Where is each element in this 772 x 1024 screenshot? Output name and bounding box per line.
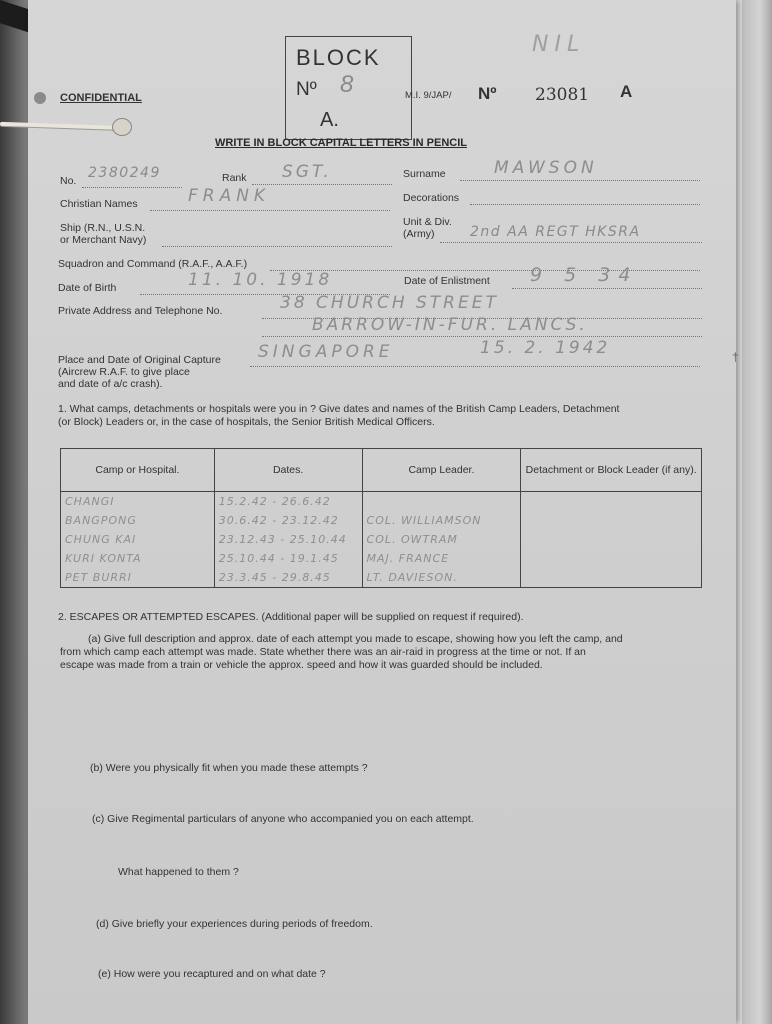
camp-cell: CHUNG KAI (61, 530, 215, 549)
header-detachment-leader: Detachment or Block Leader (if any). (521, 449, 702, 492)
block-stamp-box (285, 36, 412, 140)
decorations-label: Decorations (403, 192, 460, 204)
question-2a-line-3: escape was made from a train or vehicle the approx. speed and how it was guarded should be included. (60, 659, 543, 671)
block-word: BLOCK (296, 45, 381, 70)
rank-label: Rank (222, 172, 247, 184)
rank-value: SGT. (282, 162, 332, 182)
leader-cell (362, 492, 521, 512)
question-2a-line-2: from which camp each attempt was made. State whether there was an air-raid in progress at the time or not. If an (60, 646, 586, 658)
header-camp-leader: Camp Leader. (362, 449, 521, 492)
christian-names-value: FRANK (188, 186, 271, 206)
dob-value: 11. 10. 1918 (188, 270, 333, 290)
instruction-text: WRITE IN BLOCK CAPITAL LETTERS IN PENCIL (215, 137, 467, 149)
question-2d: (d) Give briefly your experiences during periods of freedom. (96, 918, 373, 930)
surname-value: MAWSON (494, 158, 598, 178)
question-1-line-2: (or Block) Leaders or, in the case of hospitals, the Senior British Medical Officers. (58, 416, 435, 428)
ref-suffix: A (620, 82, 633, 101)
back-sheet-edge (742, 0, 772, 1024)
question-2b: (b) Were you physically fit when you made these attempts ? (90, 762, 368, 774)
dob-label: Date of Birth (58, 282, 117, 294)
ref-code: M.I. 9/JAP/ (405, 90, 452, 101)
margin-mark: † (732, 350, 739, 364)
dates-cell: 23.12.43 - 25.10.44 (214, 530, 362, 549)
camp-cell: KURI KONTA (61, 549, 215, 568)
capture-label-3: and date of a/c crash). (58, 378, 163, 390)
detachment-cell (521, 549, 702, 568)
capture-place: SINGAPORE (258, 342, 394, 362)
leader-cell: COL. WILLIAMSON (362, 511, 521, 530)
dates-cell: 15.2.42 - 26.6.42 (214, 492, 362, 512)
nil-note: NIL (532, 32, 586, 57)
dates-cell: 25.10.44 - 19.1.45 (214, 549, 362, 568)
dates-cell: 30.6.42 - 23.12.42 (214, 511, 362, 530)
question-2e: (e) How were you recaptured and on what date ? (98, 968, 326, 980)
confidential-label: CONFIDENTIAL (60, 92, 142, 104)
block-letter: A. (320, 109, 339, 131)
address-line-2: BARROW-IN-FUR. LANCS. (312, 315, 588, 335)
detachment-cell (521, 511, 702, 530)
unit-label-1: Unit & Div. (403, 216, 452, 228)
table-row (61, 492, 702, 512)
block-no-value: 8 (340, 71, 354, 98)
detachment-cell (521, 530, 702, 549)
detachment-cell (521, 568, 702, 588)
christian-names-label: Christian Names (60, 198, 138, 210)
no-label: No. (60, 175, 77, 187)
table-row (61, 549, 702, 568)
capture-label-1: Place and Date of Original Capture (58, 354, 221, 366)
question-2-heading: 2. ESCAPES OR ATTEMPTED ESCAPES. (Additional paper will be supplied on request if required). (58, 611, 524, 623)
ship-label-2: or Merchant Navy) (60, 234, 147, 246)
ref-no-label: Nº (478, 84, 497, 103)
table-row (61, 530, 702, 549)
unit-label-2: (Army) (403, 228, 435, 240)
no-value: 2380249 (88, 165, 161, 181)
detachment-cell (521, 492, 702, 512)
dates-cell: 23.3.45 - 29.8.45 (214, 568, 362, 588)
capture-date: 15. 2. 1942 (480, 338, 611, 358)
camps-table (60, 448, 702, 588)
string-knot (112, 118, 132, 136)
ref-number: 23081 (535, 85, 590, 105)
capture-label-2: (Aircrew R.A.F. to give place (58, 366, 190, 378)
table-row (61, 511, 702, 530)
camp-cell: CHANGI (61, 492, 215, 512)
unit-value: 2nd AA REGT HKSRA (470, 224, 641, 240)
question-2a-line-1: (a) Give full description and approx. date of each attempt you made to escape, showing how you left the camp, and (88, 633, 623, 645)
squadron-label: Squadron and Command (R.A.F., A.A.F.) (58, 258, 248, 270)
question-2c-sub: What happened to them ? (118, 866, 239, 878)
question-1-line-1: 1. What camps, detachments or hospitals were you in ? Give dates and names of the British Camp Leaders, Detachment (58, 403, 620, 415)
block-no-label: Nº (296, 79, 317, 100)
table-row (61, 568, 702, 588)
question-2c: (c) Give Regimental particulars of anyone who accompanied you on each attempt. (92, 813, 474, 825)
enlistment-value: 9 5 34 (530, 264, 639, 286)
ship-label-1: Ship (R.N., U.S.N. (60, 222, 146, 234)
header-dates: Dates. (214, 449, 362, 492)
header-camp: Camp or Hospital. (61, 449, 215, 492)
address-label: Private Address and Telephone No. (58, 305, 223, 317)
leader-cell: LT. DAVIESON. (362, 568, 521, 588)
leader-cell: COL. OWTRAM (362, 530, 521, 549)
camp-cell: PET BURRI (61, 568, 215, 588)
address-line-1: 38 CHURCH STREET (280, 293, 499, 313)
enlistment-label: Date of Enlistment (404, 275, 490, 287)
surname-label: Surname (403, 168, 446, 180)
camp-cell: BANGPONG (61, 511, 215, 530)
leader-cell: MAJ. FRANCE (362, 549, 521, 568)
punch-hole (34, 92, 46, 104)
